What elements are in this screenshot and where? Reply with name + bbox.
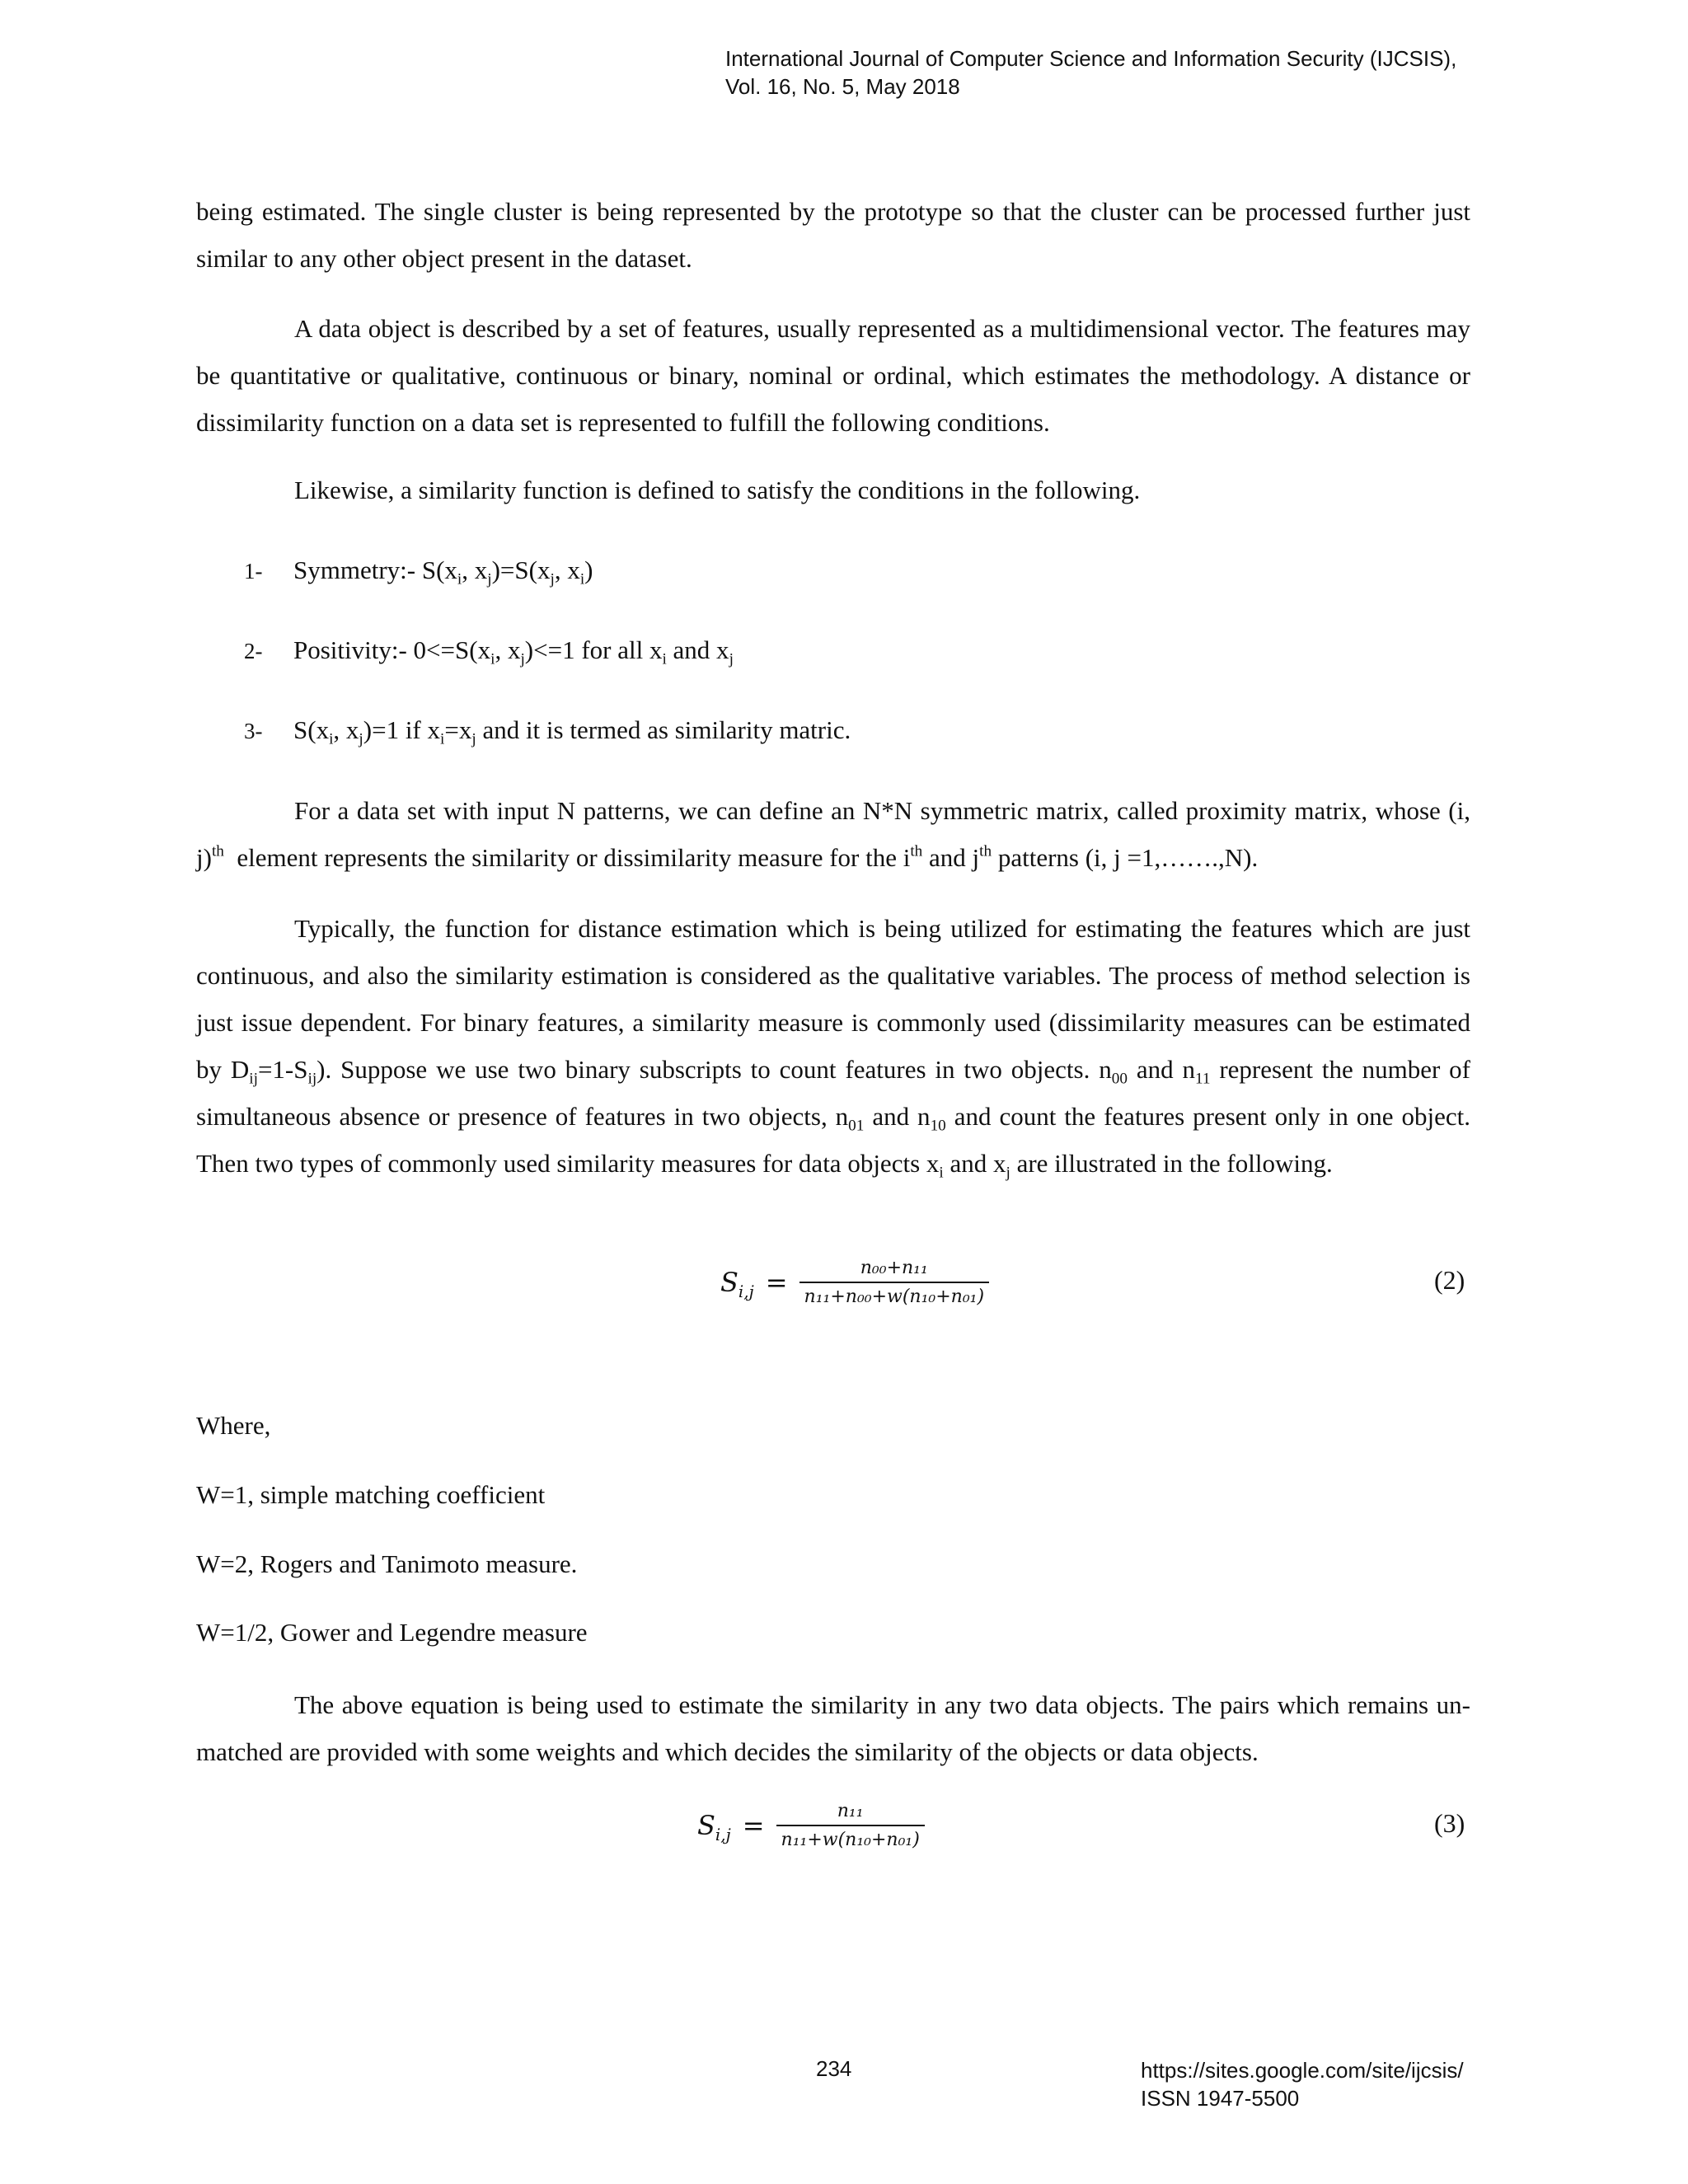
equation-lhs: $S_{i,j}$ xyxy=(697,1810,731,1844)
journal-url: https://sites.google.com/site/ijcsis/ xyxy=(1141,2058,1464,2083)
journal-title: International Journal of Computer Science and Information Security (IJCSIS), xyxy=(725,46,1457,71)
equation-numerator: n₀₀+n₁₁ xyxy=(860,1258,928,1278)
equation-fraction xyxy=(799,1258,990,1307)
equation-fraction xyxy=(776,1801,925,1850)
list-number: 2- xyxy=(244,639,263,663)
list-text: Positivity:- 0<=S(x xyxy=(293,635,491,664)
list-item-identity: 3- $S(x_i$, $x_j)=1$ if $x_i=x_j$ and it is termed as similarity matric. xyxy=(244,715,851,748)
journal-volume: Vol. 16, No. 5, May 2018 xyxy=(725,74,960,99)
equation-denominator: n₁₁+n₀₀+w(n₁₀+n₀₁) xyxy=(804,1286,985,1307)
paragraph-3: Likewise, a similarity function is defined to satisfy the conditions in the following. xyxy=(294,476,1141,504)
equation-3-number: (3) xyxy=(1434,1808,1465,1838)
where-w3: W=1/2, Gower and Legendre measure xyxy=(196,1618,588,1647)
equation-lhs: $S_{i,j}$ xyxy=(720,1267,754,1301)
list-item-symmetry: 1- Symmetry:- $S(x_i$, $x_j)=S(x_j$, $x_i$) xyxy=(244,555,593,588)
paragraph-1: being estimated. The single cluster is being represented by the prototype so that the cluster can be processed further just similar to any other object present in the dataset. xyxy=(196,197,1470,273)
journal-issn: ISSN 1947-5500 xyxy=(1141,2086,1300,2111)
journal-header xyxy=(725,45,1456,101)
list-text: S(x xyxy=(293,715,330,744)
list-number: 3- xyxy=(244,719,263,743)
where-w1: W=1, simple matching coefficient xyxy=(196,1480,546,1509)
equation-denominator: n₁₁+w(n₁₀+n₀₁) xyxy=(781,1830,920,1850)
page-number: 234 xyxy=(816,2056,852,2081)
list-item-positivity: 2- Positivity:- $0<=S(x_i$, $x_j)<=1$ for all $x_i$ and $x_j$ xyxy=(244,635,734,668)
paragraph-proximity: For a data set with input N patterns, we can define an N*N symmetric matrix, called proximity matrix, whose (i, j)$^{th}$ element represents the similarity or dissimilarity measure for the $i^{th}$ and $j^{th}$ patterns (i, j =1,…….,N). xyxy=(196,796,1470,872)
list-text: Symmetry:- S(x xyxy=(293,555,457,584)
footer-info xyxy=(1141,2056,1464,2112)
paragraph-2: A data object is described by a set of features, usually represented as a multidimensional vector. The features may be quantitative or qualitative, continuous or binary, nominal or ordinal, which estimates the methodology. A distance or dissimilarity function on a data set is represented to fulfill the following conditions. xyxy=(196,314,1470,437)
equation-numerator: n₁₁ xyxy=(837,1801,864,1821)
equation-3: $S_{i,j}$ = $\frac{\text{n₁₁}}{\text{n₁₁+w(n₁₀+n₀₁)}}$ xyxy=(697,1801,925,1850)
where-w2: W=2, Rogers and Tanimoto measure. xyxy=(196,1549,578,1578)
list-number: 1- xyxy=(244,559,263,583)
equation-2: $S_{i,j}$ = $\frac{\text{n₀₀+n₁₁}}{\text{n₁₁+n₀₀+w(n₁₀+n₀₁)}}$ xyxy=(720,1258,989,1307)
paragraph-4: Typically, the function for distance estimation which is being utilized for estimating the features which are just continuous, and also the similarity estimation is considered as the qualitative variables. The process of method selection is just issue dependent. For binary features, a similarity measure is commonly used (dissimilarity measures can be estimated by $D_{ij}=1-S_{ij}$). Suppose we use two binary subscripts to count features in two objects. $n_{00}$ and $n_{11}$ represent the number of simultaneous absence or presence of features in two objects, $n_{01}$ and $n_{10}$ and count the features present only in one object. Then two types of commonly used similarity measures for data objects $x_i$ and $x_j$ are illustrated in the following. xyxy=(196,914,1470,1182)
paragraph-5: The above equation is being used to estimate the similarity in any two data objects. The pairs which remains un-matched are provided with some weights and which decides the similarity of the objects or data objects. xyxy=(196,1690,1470,1766)
equation-2-number: (2) xyxy=(1434,1265,1465,1295)
where-label: Where, xyxy=(196,1411,271,1440)
